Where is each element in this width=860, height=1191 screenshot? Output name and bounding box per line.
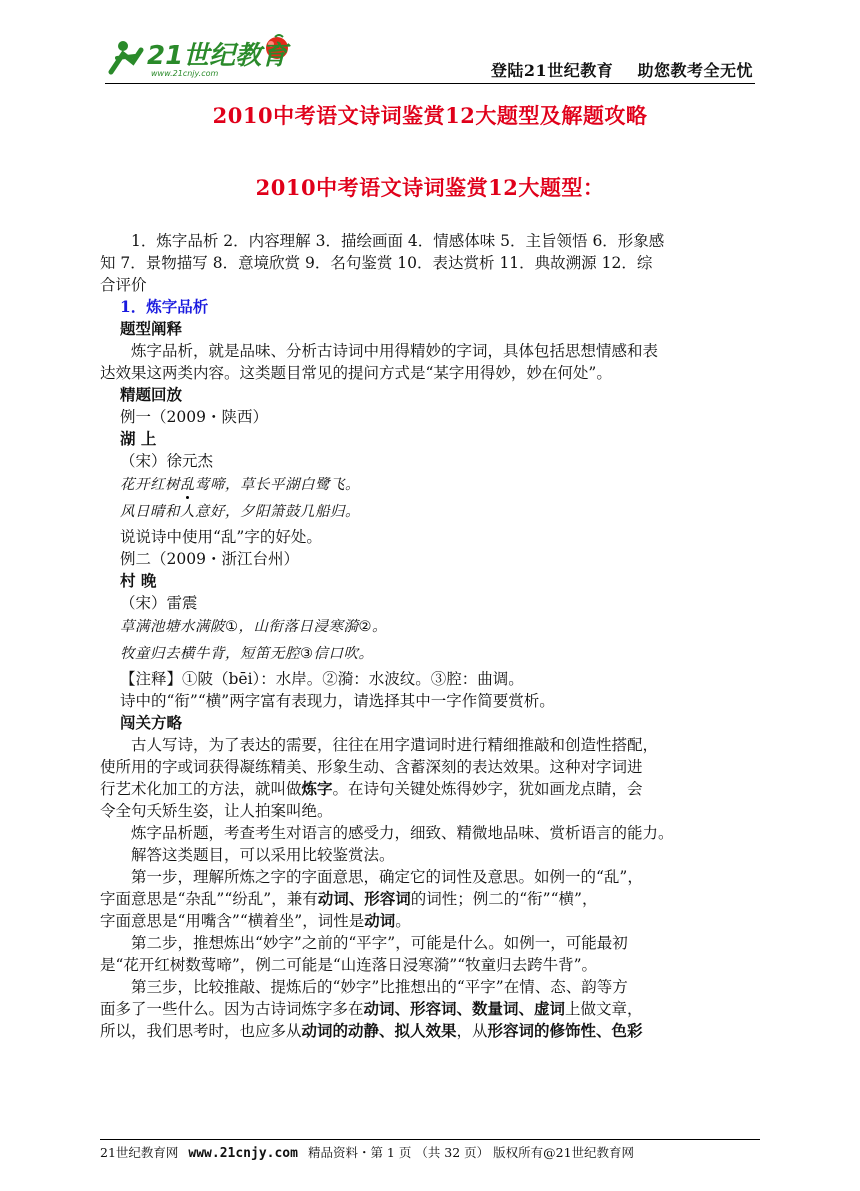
poem-line: [100, 472, 760, 499]
text: 所以，我们思考时，也应多从: [100, 1022, 302, 1040]
slogan-right: 助您教考全无忧: [637, 61, 753, 80]
text: 。: [395, 912, 411, 930]
logo-icon: [105, 32, 305, 82]
poem-line: 牧童归去横牛背，短笛无腔③信口吹。: [120, 646, 374, 662]
svg-text:21世纪教育: 21世纪教育: [147, 41, 288, 71]
paragraph: 第三步，比较推敲、提炼后的“妙字”比推想出的“平字”在情、态、韵等方: [131, 978, 628, 996]
poem-text: 莺啼，草长平湖白鹭飞。: [195, 477, 360, 493]
paragraph: 解答这类题目，可以采用比较鉴赏法。: [131, 846, 395, 864]
header-divider: [105, 83, 755, 84]
text: 的词性；例二的“衔”“横”，: [410, 890, 598, 908]
paragraph: 使所用的字或词获得凝练精美、形象生动、含蓄深刻的表达效果。这种对字词进: [100, 758, 643, 776]
heading-strategy: 闯关方略: [120, 713, 183, 732]
poem-line: 草满池塘水满陂①，山衔落日浸寒漪②。: [120, 619, 387, 635]
paragraph: 达效果这两类内容。这类题目常见的提问方式是“某字用得妙，妙在何处”。: [100, 364, 612, 382]
poem-author: （宋）雷震: [120, 594, 198, 612]
text: 行艺术化加工的方法，就叫做: [100, 780, 302, 798]
bold-term: 形容词的修饰性、色彩: [487, 1021, 643, 1040]
poem-title: 村 晚: [120, 571, 157, 590]
text: 字面意思是“用嘴含”“横着坐”，词性是: [100, 912, 365, 930]
svg-text:www.21cnjy.com: www.21cnjy.com: [151, 69, 219, 78]
type-list-line: 合评价: [100, 276, 147, 294]
type-list-line: 1．炼字品析 2．内容理解 3．描绘画面 4．情感体味 5．主旨领悟 6．形象感: [131, 232, 665, 250]
text: ，从: [456, 1022, 488, 1040]
type-list-line: 知 7．景物描写 8．意境欣赏 9．名句鉴赏 10．表达赏析 11．典故溯源 12．综: [100, 254, 653, 272]
text: 。在诗句关键处炼得妙字，犹如画龙点睛，会: [332, 780, 643, 798]
bold-term: 、: [348, 889, 365, 908]
poem-text: 花开红树: [120, 477, 180, 493]
text: 字面意思是“杂乱”“纷乱”，兼有: [100, 890, 318, 908]
paragraph: [100, 888, 760, 910]
paragraph: 炼字品析题，考查考生对语言的感受力，细致、精微地品味、赏析语言的能力。: [131, 824, 674, 842]
emphasis-char: 乱: [180, 477, 195, 493]
text: 面多了一些什么。因为古诗词炼字多在: [100, 1000, 364, 1018]
bold-term: 动词: [317, 889, 349, 908]
paragraph: [100, 778, 760, 800]
paragraph: 炼字品析，就是品味、分析古诗词中用得精妙的字词，具体包括思想情感和表: [131, 342, 659, 360]
footer-url[interactable]: www.21cnjy.com: [188, 1146, 298, 1161]
bold-term: 炼字: [301, 779, 333, 798]
subsection-heading: 1．炼字品析: [120, 297, 209, 316]
paragraph: [100, 1020, 760, 1042]
page-title: 2010中考语文诗词鉴赏12大题型及解题攻略: [212, 103, 648, 128]
bold-term: 动词的动静、拟人效果: [301, 1021, 457, 1040]
header-slogan: [491, 58, 753, 81]
paragraph: 第二步，推想炼出“妙字”之前的“平字”，可能是什么。如例一，可能最初: [131, 934, 628, 952]
heading-review: 精题回放: [120, 385, 183, 404]
paragraph: 古人写诗，为了表达的需要，往往在用字遣词时进行精细推敲和创造性搭配，: [131, 736, 659, 754]
example-source: 例二（2009・浙江台州）: [120, 550, 299, 568]
section-title: 2010中考语文诗词鉴赏12大题型：: [255, 175, 605, 200]
page-header: [105, 32, 755, 84]
logo: [105, 32, 305, 82]
page-footer: [100, 1139, 760, 1161]
example-source: 例一（2009・陕西）: [120, 408, 268, 426]
paragraph: 是“花开红树数莺啼”，例二可能是“山连落日浸寒漪”“牧童归去跨牛背”。: [100, 956, 598, 974]
poem-author: （宋）徐元杰: [120, 452, 214, 470]
paragraph: [100, 998, 760, 1020]
paragraph: 第一步，理解所炼之字的字面意思，确定它的词性及意思。如例一的“乱”，: [131, 868, 643, 886]
footer-info: 精品资料・第 1 页 （共 32 页） 版权所有@21世纪教育网: [307, 1145, 635, 1160]
paragraph: [100, 910, 760, 932]
poem-title: 湖 上: [120, 429, 157, 448]
poem-line: 风日晴和人意好，夕阳箫鼓几船归。: [120, 504, 360, 520]
question: 说说诗中使用“乱”字的好处。: [120, 528, 322, 546]
bold-term: 动词、形容词、数量词、虚词: [363, 999, 566, 1018]
annotation: 【注释】①陂（bēi）：水岸。②漪：水波纹。③腔：曲调。: [120, 670, 524, 688]
text: 上做文章，: [565, 1000, 643, 1018]
slogan-left: 登陆21世纪教育: [490, 61, 614, 80]
bold-term: 动词: [364, 911, 396, 930]
question: 诗中的“衔”“横”两字富有表现力，请选择其中一字作简要赏析。: [120, 692, 555, 710]
heading-explain: 题型阐释: [120, 319, 183, 338]
bold-term: 形容词: [364, 889, 411, 908]
document-body: [100, 230, 760, 1042]
footer-site: 21世纪教育网: [100, 1145, 179, 1160]
paragraph: 令全句夭矫生姿，让人拍案叫绝。: [100, 802, 333, 820]
